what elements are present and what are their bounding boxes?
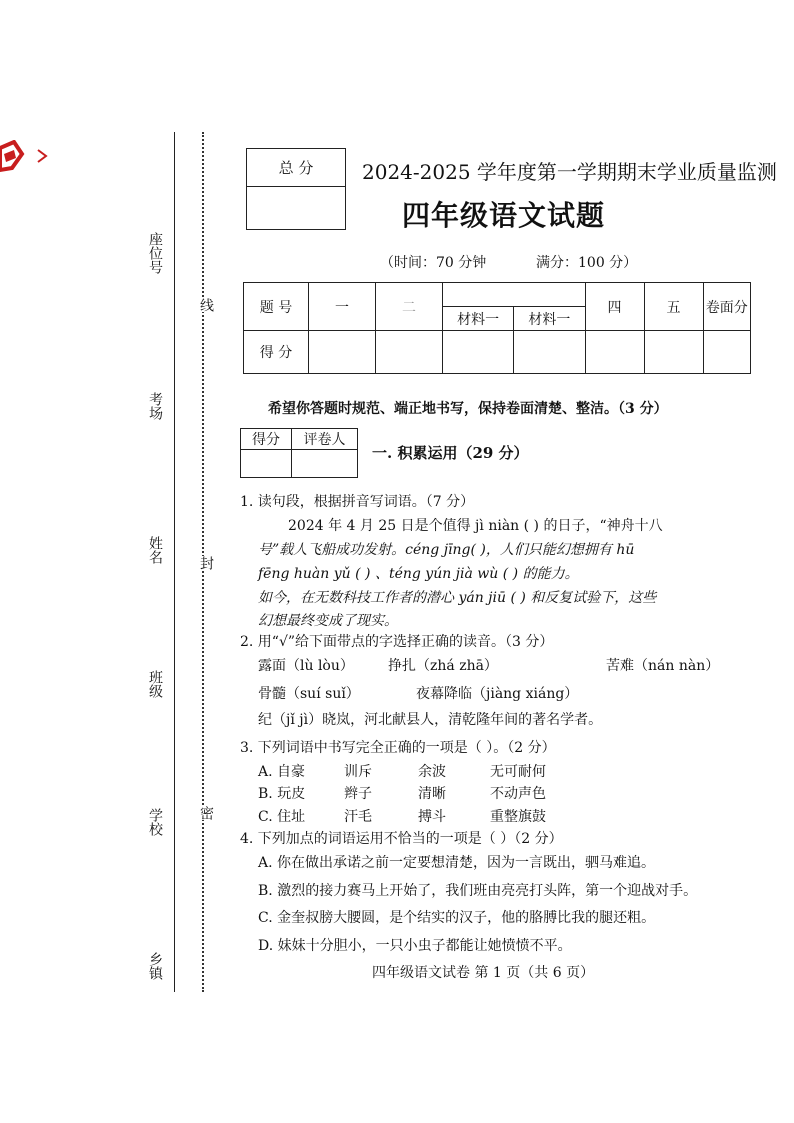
score-cell[interactable] (644, 331, 703, 374)
q3-a-4: 无可耐何 (490, 764, 546, 780)
grader-score-label: 得分 (241, 429, 292, 450)
school-label: 学校 (147, 808, 163, 836)
total-score-cell[interactable] (247, 187, 346, 230)
row-label-number: 题 号 (244, 283, 309, 331)
q4-option-a: A. 你在做出承诺之前一定要想清楚，因为一言既出，驷马难追。 (258, 855, 656, 871)
notice: 希望你答题时规范、端正地书写，保持卷面清楚、整洁。（3 分） (268, 401, 668, 417)
room-label: 考场 (147, 392, 163, 420)
exam-subtitle: 四年级语文试题 (402, 199, 606, 232)
binding-solid-line (174, 132, 175, 992)
q3-b-2: 辫子 (344, 786, 372, 802)
town-label: 乡镇 (147, 952, 163, 980)
grader-name-label: 评卷人 (292, 429, 358, 450)
q4-title: 4. 下列加点的词语运用不恰当的一项是（ ）（2 分） (240, 831, 563, 847)
q1-line-1: 2024 年 4 月 25 日是个值得 jì niàn ( ) 的日子，“神舟十八 (288, 518, 663, 534)
page-footer: 四年级语文试卷 第 1 页（共 6 页） (372, 965, 595, 981)
q2-item-c: 苦难（nán nàn） (606, 658, 720, 674)
q3-b-1: B. 玩皮 (258, 786, 306, 802)
q3-a-2: 训斥 (344, 764, 372, 780)
score-cell[interactable] (514, 331, 585, 374)
col-5: 五 (644, 283, 703, 331)
q3-c-2: 汗毛 (344, 809, 372, 825)
q3-c-3: 搏斗 (418, 809, 446, 825)
q2-item-f: 纪（jǐ jì）晓岚，河北献县人，清乾隆年间的著名学者。 (258, 712, 603, 728)
q4-option-d: D. 妹妹十分胆小，一只小虫子都能让她愤愤不平。 (258, 938, 572, 954)
red-mark-icon (0, 140, 50, 180)
q3-b-4: 不动声色 (490, 786, 546, 802)
q2-title: 2. 用“√”给下面带点的字选择正确的读音。（3 分） (240, 634, 554, 650)
q2-item-d: 骨髓（suí suǐ） (258, 686, 360, 702)
total-score-label: 总 分 (247, 149, 346, 187)
score-cell[interactable] (703, 331, 751, 374)
col-paper: 卷面分 (703, 283, 751, 331)
grader-box (240, 428, 358, 478)
q2-item-e: 夜幕降临（jiàng xiáng） (416, 686, 579, 702)
q3-a-1: A. 自豪 (258, 764, 306, 780)
col-2: 二 (376, 283, 443, 331)
seal-feng: 封 (198, 556, 214, 570)
q4-option-b: B. 激烈的接力赛马上开始了，我们班由亮亮打头阵，第一个迎战对手。 (258, 883, 698, 899)
q1-line-2: 号”载人飞船成功发射。céng jīng( )，人们只能幻想拥有 hū (258, 542, 635, 558)
q2-item-a: 露面（lù lòu） (258, 658, 354, 674)
col-3-group (443, 283, 586, 307)
score-table (243, 282, 751, 374)
q3-a-3: 余波 (418, 764, 446, 780)
grader-name-cell[interactable] (292, 450, 358, 478)
q2-item-b: 挣扎（zhá zhā） (388, 658, 498, 674)
q3-title: 3. 下列词语中书写完全正确的一项是（ ）。（2 分） (240, 740, 556, 756)
q3-b-3: 清晰 (418, 786, 446, 802)
name-label: 姓名 (147, 536, 163, 564)
q3-c-4: 重整旗鼓 (490, 809, 546, 825)
col-4: 四 (585, 283, 644, 331)
q1-line-5: 幻想最终变成了现实。 (258, 613, 398, 629)
col-3a: 材料一 (443, 307, 514, 331)
seal-mi: 密 (198, 806, 214, 820)
q4-option-c: C. 金奎叔膀大腰圆，是个结实的汉子，他的胳膊比我的腿还粗。 (258, 910, 656, 926)
score-cell[interactable] (443, 331, 514, 374)
section-1-title: 一. 积累运用（29 分） (372, 444, 529, 462)
score-cell[interactable] (309, 331, 376, 374)
q1-line-3: fēng huàn yǔ ( ) 、téng yún jià wù ( ) 的能力。 (258, 566, 579, 582)
q1-line-4: 如今，在无数科技工作者的潜心 yán jiū ( ) 和反复试验下，这些 (258, 590, 657, 606)
seat-label: 座位号 (147, 232, 163, 274)
seal-xian: 线 (198, 298, 214, 312)
row-label-score: 得 分 (244, 331, 309, 374)
col-1: 一 (309, 283, 376, 331)
total-score-box (246, 148, 346, 230)
grader-score-cell[interactable] (241, 450, 292, 478)
q3-c-1: C. 住址 (258, 809, 306, 825)
score-cell[interactable] (585, 331, 644, 374)
q1-title: 1. 读句段，根据拼音写词语。（7 分） (240, 494, 475, 510)
exam-full-score: 满分：100 分） (536, 255, 638, 271)
class-label: 班级 (147, 670, 163, 698)
score-cell[interactable] (376, 331, 443, 374)
exam-time: （时间：70 分钟 (380, 255, 487, 271)
exam-title: 2024-2025 学年度第一学期期末学业质量监测 (362, 160, 777, 184)
col-3b: 材料一 (514, 307, 585, 331)
